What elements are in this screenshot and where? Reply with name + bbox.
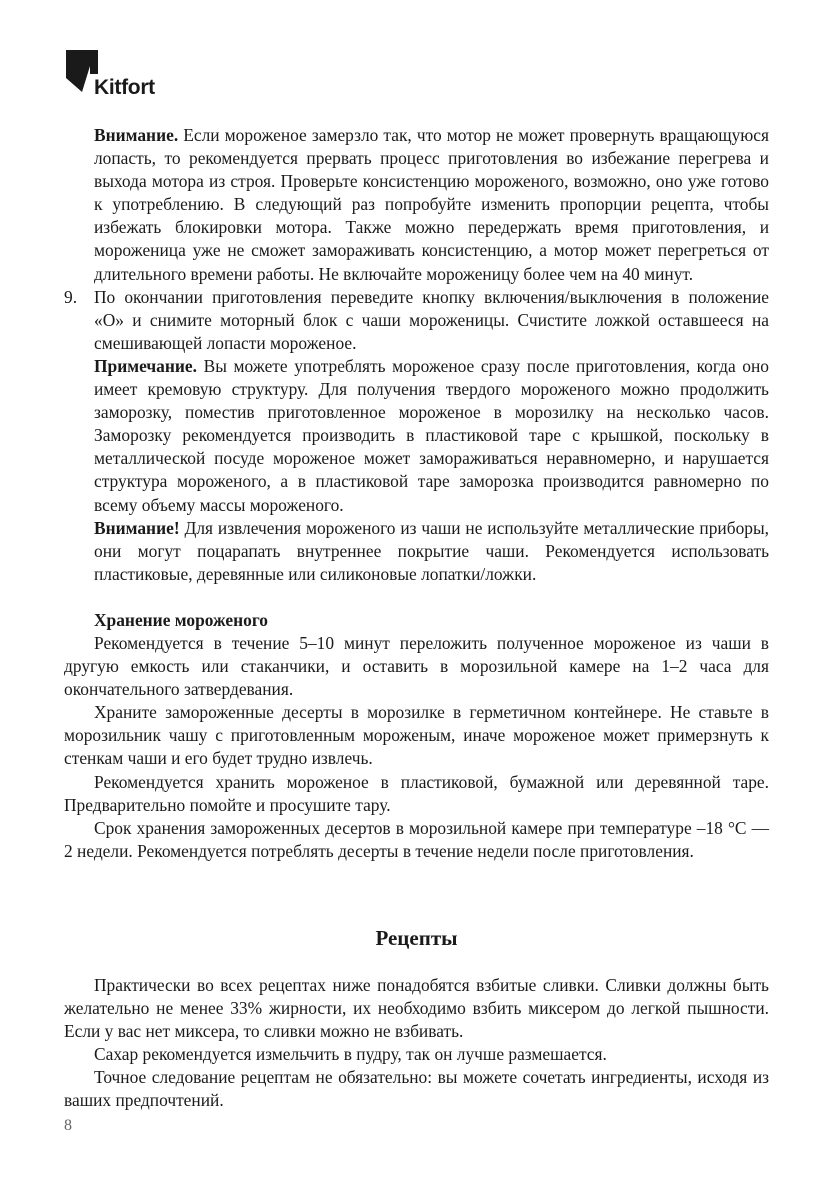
storage-paragraph: Срок хранения замороженных десертов в морозильной камере при температуре –18 °C — 2 недели. Рекомендуется потреблять десерты в течение недели после приготовления.	[64, 817, 769, 861]
brand-name: Kitfort	[94, 76, 155, 99]
recipes-heading: Рецепты	[375, 925, 458, 950]
warning2-text: Для извлечения мороженого из чаши не используйте металлические приборы, они могут поцарапать внутреннее покрытие чаши. Рекомендуется использовать пластиковые, деревянные или силиконовые лопатки/ложки.	[94, 517, 769, 584]
storage-heading: Хранение мороженого	[94, 609, 268, 630]
warning-text: Если мороженое замерзло так, что мотор не может провернуть вращающуюся лопасть, то рекомендуется прервать процесс приготовления во избежание перегрева и выхода мотора из строя. Проверьте консистенцию мороженого, возможно, оно уже готово к употреблению. В следующий раз попробуйте изменить пропорции рецепта, чтобы избежать блокировки мотора. Также можно передержать время приготовления, и мороженица уже не сможет замораживать консистенцию, а мотор может перегреться от длительного времени работы. Не включайте мороженицу более чем на 40 минут.	[94, 125, 769, 284]
storage-paragraph: Рекомендуется в течение 5–10 минут переложить полученное мороженое из чаши в другую емкость или стаканчики, и оставить в морозильной камере на 1–2 часа для окончательного затвердевания.	[64, 632, 769, 700]
brand-logo	[64, 48, 174, 104]
note-text: Вы можете употреблять мороженое сразу после приготовления, когда оно имеет кремовую структуру. Для получения твердого мороженого можно продолжить заморозку, поместив приготовленное мороженое в морозилку на несколько часов. Заморозку рекомендуется производить в пластиковой таре с крышкой, поскольку в металлической посуде мороженое может замораживаться неравномерно, и нарушается структура мороженого, а в пластиковой таре заморозка производится равномерно по всему объему массы мороженого.	[94, 355, 769, 515]
recipes-paragraph: Точное следование рецептам не обязательно: вы можете сочетать ингредиенты, исходя из ваших предпочтений.	[64, 1067, 769, 1111]
page-content	[64, 124, 769, 1112]
page-number: 8	[64, 1117, 72, 1134]
step-9	[64, 286, 769, 355]
warning2-label: Внимание!	[94, 517, 180, 538]
warning-label: Внимание.	[94, 125, 179, 145]
recipes-paragraph: Сахар рекомендуется измельчить в пудру, так он лучше размешается.	[94, 1044, 607, 1065]
note-paragraph	[64, 355, 769, 517]
warning-paragraph	[64, 124, 769, 286]
storage-paragraph: Рекомендуется хранить мороженое в пластиковой, бумажной или деревянной таре. Предварительно помойте и просушите тару.	[64, 771, 769, 815]
note-label: Примечание.	[94, 355, 197, 376]
recipes-paragraph: Практически во всех рецептах ниже понадобятся взбитые сливки. Сливки должны быть желательно не менее 33% жирности, их необходимо взбить миксером до легкой пышности. Если у вас нет миксера, то сливки можно не взбивать.	[64, 974, 769, 1042]
storage-paragraph: Храните замороженные десерты в морозилке в герметичном контейнере. Не ставьте в морозильник чашу с приготовленным мороженым, иначе мороженое может примерзнуть к стенкам чаши и его будет трудно извлечь.	[64, 702, 769, 769]
warning2-paragraph	[64, 517, 769, 586]
step-text: По окончании приготовления переведите кнопку включения/выключения в положение «O» и снимите моторный блок с чаши мороженицы. Счистите ложкой оставшееся на смешивающей лопасти мороженое.	[94, 286, 769, 353]
step-number: 9.	[64, 286, 78, 307]
